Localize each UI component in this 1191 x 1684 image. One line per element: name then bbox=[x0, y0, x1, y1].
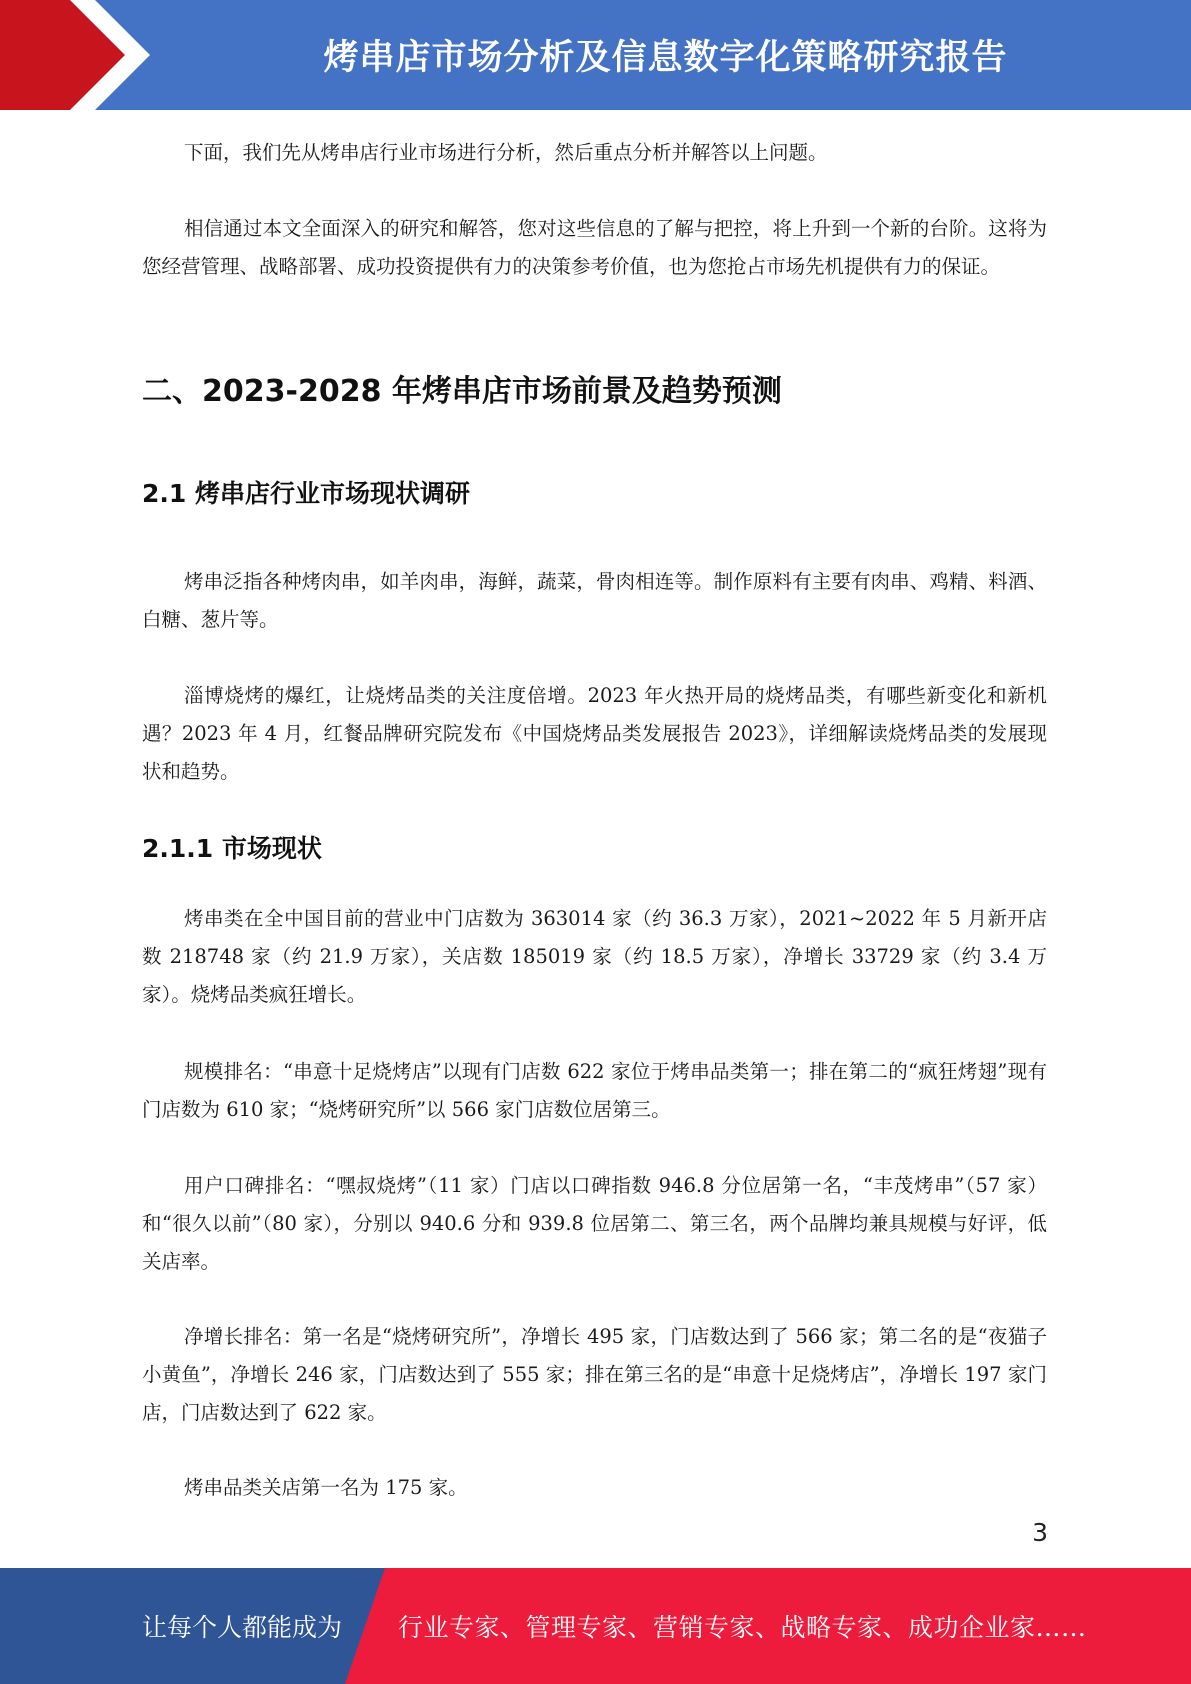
report-title: 烤串店市场分析及信息数字化策略研究报告 bbox=[323, 38, 1008, 78]
market-status-paragraph-4: 净增长排名：第一名是“烧烤研究所”，净增长 495 家，门店数达到了 566 家；第二名的是“夜猫子小黄鱼”，净增长 246 家，门店数达到了 555 家；排在第三名的是“串意十足烧烤店”，净增长 197 家门店，门店数达到了 622 家。 bbox=[142, 1325, 1047, 1424]
market-status-paragraph-1: 烤串类在全中国目前的营业中门店数为 363014 家（约 36.3 万家），2021~2022 年 5 月新开店数 218748 家（约 21.9 万家），关店数 185019 家（约 18.5 万家），净增长 33729 家（约 3.4 万家）。烧烤品类疯狂增长。 bbox=[142, 907, 1047, 1006]
subsection-paragraph-1: 烤串泛指各种烤肉串，如羊肉串，海鲜，蔬菜，骨肉相连等。制作原料有主要有肉串、鸡精、料酒、白糖、葱片等。 bbox=[142, 570, 1047, 631]
subsection-heading: 2.1 烤串店行业市场现状调研 bbox=[142, 479, 470, 508]
intro-paragraph-1: 下面，我们先从烤串店行业市场进行分析，然后重点分析并解答以上问题。 bbox=[184, 141, 828, 164]
market-status-paragraph-5: 烤串品类关店第一名为 175 家。 bbox=[184, 1476, 468, 1499]
footer-slogan-right: 行业专家、管理专家、营销专家、战略专家、成功企业家…… bbox=[398, 1613, 1087, 1642]
section-heading: 二、2023-2028 年烤串店市场前景及趋势预测 bbox=[142, 374, 782, 409]
subsection-paragraph-2: 淄博烧烤的爆红，让烧烤品类的关注度倍增。2023 年火热开局的烧烤品类，有哪些新变化和新机遇？2023 年 4 月，红餐品牌研究院发布《中国烧烤品类发展报告 2023》，详细解读烧烤品类的发展现状和趋势。 bbox=[142, 684, 1047, 783]
market-status-paragraph-3: 用户口碑排名：“嘿叔烧烤”（11 家）门店以口碑指数 946.8 分位居第一名，“丰茂烤串”（57 家）和“很久以前”（80 家），分别以 940.6 分和 939.8 位居第二、第三名，两个品牌均兼具规模与好评，低关店率。 bbox=[142, 1174, 1047, 1273]
page-number: 3 bbox=[1032, 1518, 1048, 1547]
footer-slogan-left: 让每个人都能成为 bbox=[142, 1613, 343, 1642]
market-status-paragraph-2: 规模排名：“串意十足烧烤店”以现有门店数 622 家位于烤串品类第一；排在第二的“疯狂烤翅”现有门店数为 610 家；“烧烤研究所”以 566 家门店数位居第三。 bbox=[142, 1060, 1047, 1121]
subsubsection-heading: 2.1.1 市场现状 bbox=[142, 834, 322, 863]
page-header bbox=[0, 0, 1191, 110]
page-footer bbox=[0, 1568, 1191, 1684]
intro-paragraph-2: 相信通过本文全面深入的研究和解答，您对这些信息的了解与把控，将上升到一个新的台阶。这将为您经营管理、战略部署、成功投资提供有力的决策参考价值，也为您抢占市场先机提供有力的保证。 bbox=[142, 217, 1047, 278]
